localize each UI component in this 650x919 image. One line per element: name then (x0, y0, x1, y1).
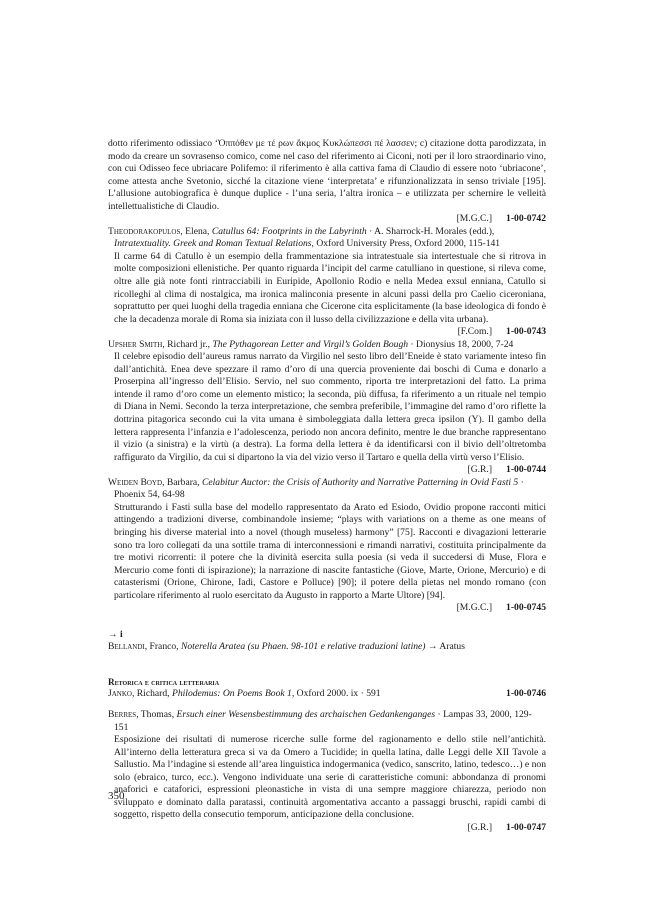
crossref-author: Bellandi (108, 641, 145, 653)
entry-body: Il celebre episodio dell’aureus ramus narrato da Virgilio nel sesto libro dell’Eneide è stato variamente inteso fin dall’antichità. Enea deve spezzare il ramo d’oro di una quercia proveniente dai boschi di Cuma e donarlo a Proserpina all’ingresso dell’Elisio. Servio, nel suo commento, riporta tre interpretazioni del fatto. La prima intende il ramo d’oro come un elemento mistico; la seconda, più diffusa, fa riferimento a un rituale nel tempio di Diana in Nemi. Secondo la terza interpretazione, che sembra preferibile, l’immagine del ramo d’oro riflette la dottrina pitagorica secondo cui la vita umana è simboleggiata dalla lettera greca ipsilon (Y). Il gambo della lettera rappresenta l’infanzia e l’adolescenza, periodo non ancora definito, mentre le due branche rappresentano il vizio (a sinistra) e la virtù (a destra). La forma della lettera è da identificarsi con il bivio dell’oltretomba raffigurato da Virgilio, da cui si dipartono la via del vizio verso il Tartaro e quella della virtù verso l’Elisio. (114, 351, 546, 463)
crossref-entry (108, 641, 546, 654)
entry-author: Upsher Smith (108, 338, 163, 350)
entry-code: 1-00-0746 (506, 688, 546, 700)
entry-body: Strutturando i Fasti sulla base del modello rappresentato da Arato ed Esiodo, Ovidio propone racconti mitici attingendo a tradizioni diverse, combinandole insieme; “plays with variations on a theme as one means of bringing his diverse material into a novel (though museless) harmony” [75]. Racconti e divagazioni letterarie sono tra loro collegati da una sottile trama di interconnessioni e rimandi narrativi, costituita principalmente da tre motivi ricorrenti: il potere che la divinità esercita sulla poesia (si veda il succedersi di Muse, Flora e Mercurio come fonti di ispirazione); la narrazione di nascite fantastiche (Giove, Marte, Orione, Mercurio) e di catasterismi (Orione, Chirone, Iadi, Castore e Polluce) [90]; il potere della pietas nel mondo romano (con particolare riferimento al ruolo esercitato da Augusto in rapporto a Marte Ultore) [94]. (114, 501, 546, 601)
intro-code: 1-00-0742 (506, 213, 546, 225)
entry-title: The Pythagorean Letter and Virgil’s Golden Bough (212, 338, 409, 350)
entry-code: 1-00-0743 (506, 326, 546, 338)
entry-meta (108, 326, 546, 339)
intro-tag: [M.G.C.] (456, 213, 493, 225)
crossref-title: Noterella Aratea (su Phaen. 98-101 e relative traduzioni latine) (180, 641, 426, 653)
entry-source-title: Intratextuality. Greek and Roman Textual Relations (114, 238, 312, 250)
entry-author: Weiden Boyd (108, 476, 163, 488)
entry-header (108, 476, 546, 502)
crossref-target: → Aratus (425, 641, 465, 653)
entry-source: · Dionysius 18, 2000, 7-24 (408, 338, 514, 350)
entry-source: · Phoenix 54, 64-98 (114, 476, 524, 501)
entry-theodorakopulos (108, 226, 546, 339)
entry-author: Janko (108, 688, 132, 700)
entry-title: Catullus 64: Footprints in the Labyrinth (211, 225, 367, 237)
entry-title: Celabitur Auctor: the Crisis of Authority and Narrative Patterning in Ovid Fasti 5 (201, 476, 519, 488)
entry-code: 1-00-0744 (506, 464, 546, 476)
entry-body: Esposizione dei risultati di numerose ricerche sulle forme del ragionamento e dello stile nell’antichità. All’interno della letteratura greca si va da Omero a Tucidide; in quella latina, dalle Leggi delle XII Tavole a Sallustio. Ma l’indagine si estende all’area linguistica indogermanica (vedico, sanscrito, latino, tedesco…) e non solo (ebraico, turco, ecc.). Vengono individuate una serie di caratteristiche comuni: abbondanza di pronomi anaforici e cataforici, espressioni pleonastiche in vista di una sempre maggiore chiarezza, periodo non sviluppato e dominato dalla paratassi, continuità argomentativa accanto a passaggi bruschi, rapidi cambi di soggetto, rispetto della consecutio temporum, anticipazione della conclusione. (114, 734, 546, 821)
entry-janko (108, 688, 546, 701)
entry-header (108, 688, 381, 701)
entry-author: Theodorakopulos (108, 225, 181, 237)
entry-meta (108, 822, 546, 835)
entry-author: Berres (108, 708, 137, 720)
entry-code: 1-00-0747 (506, 821, 546, 833)
entry-source: · Lampas 33, 2000, 129-151 (114, 708, 532, 733)
entry-title: Philodemus: On Poems Book 1 (171, 688, 292, 700)
entry-meta (108, 602, 546, 615)
entry-tag: [G.R.] (467, 821, 493, 833)
entry-tag: [G.R.] (467, 464, 493, 476)
entry-header (108, 338, 546, 352)
page-number: 350 (108, 790, 125, 802)
entry-body: Il carme 64 di Catullo è un esempio della frammentazione sia intratestuale sia intertestuale che si ritrova in molte composizioni ellenistiche. Per quanto riguarda l’incipit del carme catulliano in questione, si rileva come, oltre alle già note fonti rintracciabili in Euripide, Apollonio Rodio e nella Medea exsul enniana, Catullo si ricolleghi al clima di nostalgica, ma ironica malinconia presente in alcuni passi della pro Caelio ciceroniana, soprattutto per quei luoghi della tragedia enniana che Cicerone cita esplicitamente (la base ideologica di fondo è che la decadenza morale di Roma sia iniziata con il lusso della civilizzazione e della vita urbana). (114, 250, 546, 325)
entry-author-rest: , Richard jr., (162, 338, 211, 350)
section-title: Retorica e critica letteraria (108, 676, 220, 687)
entry-header (108, 708, 546, 734)
entry-source-detail: , Oxford University Press, Oxford 2000, 115-141 (311, 238, 501, 250)
entry-code: 1-00-0745 (506, 602, 546, 614)
intro-text: dotto riferimento odissiaco ‘Ὁππόθεν με τέ ρων ἄκμος Κυκλώπεσσι πέ λασσεν; c) citazione dotta parodizzata, in modo da creare un sovrasenso comico, come nel caso del riferimento ai Ciconi, noti per il loro straordinario vino, con cui Odisseo fece ubriacare Polifemo: il riferimento è alla cattiva fama di Claudio di essere noto ‘ubriacone’, come attesta anche Svetonio, sicché la citazione viene ‘interpretata’ e rifunzionalizzata in senso triviale [195]. L’allusione autobiografica è dunque duplice - l’una seria, l’altra ironica – e utilizzata per schernire le velleità intellettualistiche di Claudio. (108, 138, 546, 212)
entry-tag: [M.G.C.] (456, 602, 493, 614)
intro-meta (108, 213, 546, 226)
entry-header (108, 225, 546, 251)
entry-author-rest: , Thomas, (136, 708, 175, 720)
entry-title: Ersuch einer Wesensbestimmung des archaischen Gedankenganges (176, 708, 436, 720)
crossref-author-rest: , Franco, (144, 641, 179, 653)
page-content (108, 138, 546, 834)
entry-author-rest: , Richard, (131, 688, 170, 700)
entry-tag: [F.Com.] (457, 326, 493, 338)
crossref-letter: → i (108, 628, 123, 640)
entry-source: , Oxford 2000. ix · 591 (291, 688, 381, 700)
spacer (108, 701, 546, 709)
entry-meta (108, 464, 546, 477)
entry-source: · A. Sharrock-H. Morales (edd.), (366, 225, 495, 237)
entry-author-rest: , Elena, (180, 225, 210, 237)
intro-paragraph (108, 138, 546, 213)
entry-berres (108, 709, 546, 834)
entry-weiden-boyd (108, 477, 546, 615)
entry-author-rest: , Barbara, (162, 476, 200, 488)
entry-upsher-smith (108, 339, 546, 477)
